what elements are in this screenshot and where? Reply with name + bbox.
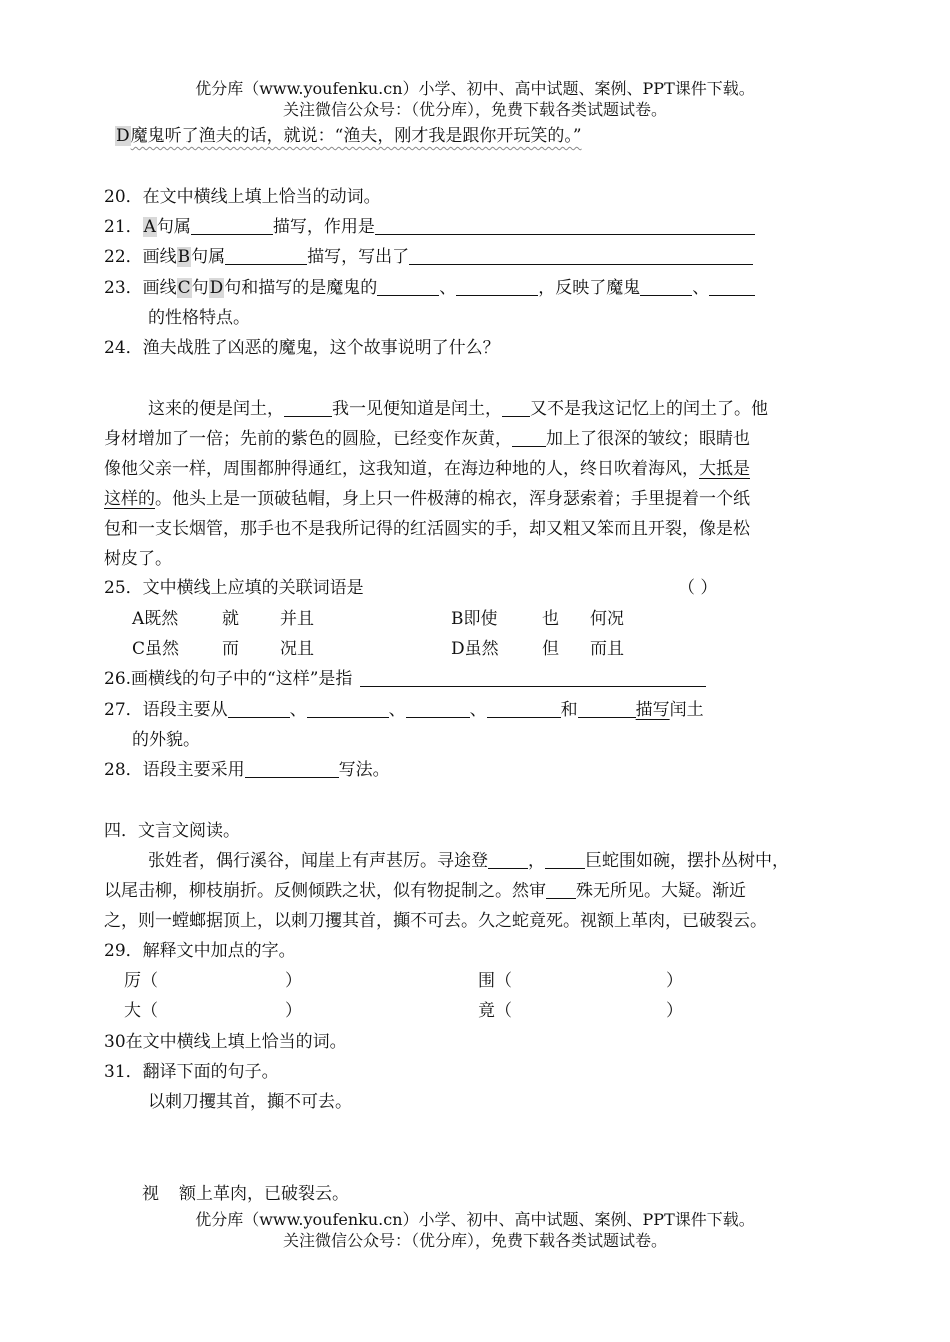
p1-underlined-a: 大抵是 bbox=[699, 459, 750, 479]
q29-item-li: 厉（ bbox=[124, 971, 158, 991]
q23-blank-3[interactable] bbox=[640, 278, 692, 296]
q27-blank-3[interactable] bbox=[406, 700, 470, 718]
option-c-word-3: 况且 bbox=[280, 639, 314, 659]
p2-text-5: 殊无所见。大疑。渐近 bbox=[576, 881, 746, 901]
q31-sentence-2 bbox=[142, 1183, 349, 1205]
question-25: 25．文中横线上应填的关联词语是 bbox=[104, 578, 364, 598]
passage2-line-2 bbox=[104, 880, 746, 902]
q29-item-wei-close: ） bbox=[666, 971, 683, 991]
q28-text-b: 写法。 bbox=[338, 760, 390, 780]
q25-answer-paren[interactable]: （ ） bbox=[678, 578, 718, 598]
option-b-word-2: 也 bbox=[542, 609, 559, 629]
header-line-2: 关注微信公众号：（优分库），免费下载各类试题试卷。 bbox=[282, 100, 667, 119]
question-20: 20．在文中横线上填上恰当的动词。 bbox=[104, 187, 381, 207]
p2-text-4: 以尾击柳，柳枝崩折。反侧倾跌之状，似有物捉制之。然审 bbox=[104, 881, 546, 901]
question-22 bbox=[104, 246, 753, 268]
q28-text-a: 28．语段主要采用 bbox=[104, 760, 245, 780]
q31-s2-b: 额上革肉，已破裂云。 bbox=[179, 1184, 349, 1204]
sentence-d-text: 魔鬼听了渔夫的话，就说：“渔夫，刚才我是跟你开玩笑的。” bbox=[130, 126, 582, 146]
q23-sep-2: 、 bbox=[692, 278, 710, 298]
passage1-line-6: 树皮了。 bbox=[104, 549, 172, 569]
question-21 bbox=[104, 216, 755, 238]
q27-sep-1: 、 bbox=[289, 700, 307, 720]
question-30: 30在文中横线上填上恰当的词。 bbox=[104, 1032, 347, 1052]
question-26 bbox=[104, 668, 706, 690]
passage1-line-2 bbox=[104, 428, 750, 450]
q21-num: 21． bbox=[104, 217, 143, 237]
q23-blank-4[interactable] bbox=[709, 278, 755, 296]
q21-text-a: 句属 bbox=[156, 217, 191, 237]
q29-item-da-close: ） bbox=[285, 1001, 302, 1021]
q31-sentence-1: 以刺刀攫其首，攧不可去。 bbox=[148, 1092, 352, 1112]
option-d-word-3: 而且 bbox=[590, 639, 624, 659]
q22-num: 22．画线 bbox=[104, 247, 177, 267]
p2-text-1: 张姓者，偶行溪谷，闻崖上有声甚厉。寻途登 bbox=[148, 851, 488, 871]
header-line-1: 优分库（www.youfenku.cn）小学、初中、高中试题、案例、PPT课件下载。 bbox=[195, 79, 755, 98]
p1-blank-3[interactable] bbox=[512, 429, 546, 447]
q27-runtu: 闰土 bbox=[669, 700, 704, 720]
question-28 bbox=[104, 759, 390, 781]
q21-blank-type[interactable] bbox=[191, 217, 273, 235]
q27-blank-5[interactable] bbox=[578, 700, 636, 718]
option-c-word-2: 而 bbox=[222, 639, 239, 659]
q23-text-a: 句 bbox=[191, 278, 209, 298]
option-a-word-3: 并且 bbox=[280, 609, 314, 629]
p1-text-1: 这来的便是闰土， bbox=[148, 399, 284, 419]
q29-item-jing: 竟（ bbox=[478, 1001, 512, 1021]
passage1-line-5: 包和一支长烟管，那手也不是我所记得的红活圆实的手，却又粗又笨而且开裂，像是松 bbox=[104, 519, 750, 539]
q23-blank-2[interactable] bbox=[456, 278, 538, 296]
passage1-line-4 bbox=[104, 488, 750, 510]
option-a-label: A既然 bbox=[132, 609, 179, 629]
question-23 bbox=[104, 277, 755, 299]
question-24: 24．渔夫战胜了凶恶的魔鬼，这个故事说明了什么？ bbox=[104, 338, 500, 358]
question-29: 29．解释文中加点的字。 bbox=[104, 941, 296, 961]
label-d: D bbox=[116, 126, 130, 146]
q27-text: 27．语段主要从 bbox=[104, 700, 228, 720]
p2-blank-2[interactable] bbox=[545, 851, 585, 869]
q27-describe: 描写 bbox=[635, 700, 670, 720]
q22-blank-type[interactable] bbox=[225, 247, 307, 265]
sentence-d bbox=[115, 125, 582, 147]
q21-text-b: 描写，作用是 bbox=[272, 217, 375, 237]
q23-sep: 、 bbox=[439, 278, 457, 298]
q23-line-2: 的性格特点。 bbox=[148, 308, 250, 328]
passage2-line-1 bbox=[148, 850, 789, 872]
q29-item-jing-close: ） bbox=[666, 1001, 683, 1021]
p2-text-2: ， bbox=[528, 851, 545, 871]
p2-blank-1[interactable] bbox=[488, 851, 528, 869]
footer-line-2: 关注微信公众号：（优分库），免费下载各类试题试卷。 bbox=[282, 1231, 667, 1250]
q22-text-a: 句属 bbox=[191, 247, 226, 267]
q27-sep-3: 、 bbox=[469, 700, 487, 720]
q27-and: 和 bbox=[560, 700, 578, 720]
option-c-label: C虽然 bbox=[132, 639, 180, 659]
q29-item-wei: 围（ bbox=[478, 971, 512, 991]
q22-blank-content[interactable] bbox=[409, 247, 753, 265]
q27-sep-2: 、 bbox=[388, 700, 406, 720]
p2-blank-3[interactable] bbox=[546, 881, 576, 899]
question-31: 31．翻译下面的句子。 bbox=[104, 1062, 279, 1082]
q22-text-b: 描写，写出了 bbox=[307, 247, 410, 267]
q25-option-b[interactable] bbox=[451, 608, 498, 630]
p1-text-6: 像他父亲一样，周围都肿得通红，这我知道，在海边种地的人，终日吹着海风， bbox=[104, 459, 699, 479]
p1-blank-1[interactable] bbox=[284, 399, 332, 417]
q21-label: A bbox=[143, 217, 156, 237]
p1-blank-2[interactable] bbox=[502, 399, 530, 417]
p1-text-4: 身材增加了一倍；先前的紫色的圆脸，已经变作灰黄， bbox=[104, 429, 512, 449]
p1-text-7: 。他头上是一顶破毡帽，身上只一件极薄的棉衣，浑身瑟索着；手里提着一个纸 bbox=[155, 489, 750, 509]
passage2-line-3: 之，则一螳螂据顶上，以刺刀攫其首，攧不可去。久之蛇竟死。视额上革肉，已破裂云。 bbox=[104, 911, 767, 931]
q22-label: B bbox=[177, 247, 191, 267]
q21-blank-effect[interactable] bbox=[375, 217, 755, 235]
q23-label-c: C bbox=[177, 278, 191, 298]
q29-item-li-close: ） bbox=[285, 971, 302, 991]
q27-blank-4[interactable] bbox=[487, 700, 561, 718]
question-27 bbox=[104, 699, 704, 721]
q31-s2-a: 视 bbox=[142, 1184, 159, 1204]
q25-option-a[interactable] bbox=[132, 608, 178, 630]
q27-blank-1[interactable] bbox=[228, 700, 290, 718]
q27-line-2: 的外貌。 bbox=[132, 730, 200, 750]
q23-text-c: ，反映了魔鬼 bbox=[538, 278, 641, 298]
q27-blank-2[interactable] bbox=[307, 700, 389, 718]
option-d-label: D虽然 bbox=[451, 639, 499, 659]
q28-blank[interactable] bbox=[245, 760, 339, 778]
footer-line-1: 优分库（www.youfenku.cn）小学、初中、高中试题、案例、PPT课件下载。 bbox=[195, 1210, 755, 1229]
q29-item-da: 大（ bbox=[124, 1001, 158, 1021]
q25-option-d[interactable] bbox=[451, 638, 499, 660]
p2-text-3: 巨蛇围如碗，摆扑丛树中， bbox=[585, 851, 789, 871]
q26-text: 26.画横线的句子中的“这样”是指 bbox=[104, 669, 353, 689]
q23-label-d: D bbox=[209, 278, 224, 298]
q23-num: 23．画线 bbox=[104, 278, 177, 298]
passage1-line-3 bbox=[104, 458, 750, 480]
q25-option-c[interactable] bbox=[132, 638, 179, 660]
passage1-line-1 bbox=[148, 398, 768, 420]
p1-text-5: 加上了很深的皱纹；眼睛也 bbox=[546, 429, 750, 449]
p1-text-3: 又不是我这记忆上的闰土了。他 bbox=[530, 399, 768, 419]
q23-blank-1[interactable] bbox=[377, 278, 439, 296]
p1-underlined-b: 这样的 bbox=[104, 489, 155, 509]
p1-text-2: 我一见便知道是闰土， bbox=[332, 399, 502, 419]
section-4-title: 四．文言文阅读。 bbox=[104, 821, 240, 841]
q26-blank[interactable] bbox=[360, 669, 706, 687]
option-b-word-3: 何况 bbox=[590, 609, 624, 629]
option-a-word-2: 就 bbox=[222, 609, 239, 629]
option-b-label: B即使 bbox=[451, 609, 498, 629]
q23-text-b: 句和描写的是魔鬼的 bbox=[224, 278, 378, 298]
option-d-word-2: 但 bbox=[542, 639, 559, 659]
